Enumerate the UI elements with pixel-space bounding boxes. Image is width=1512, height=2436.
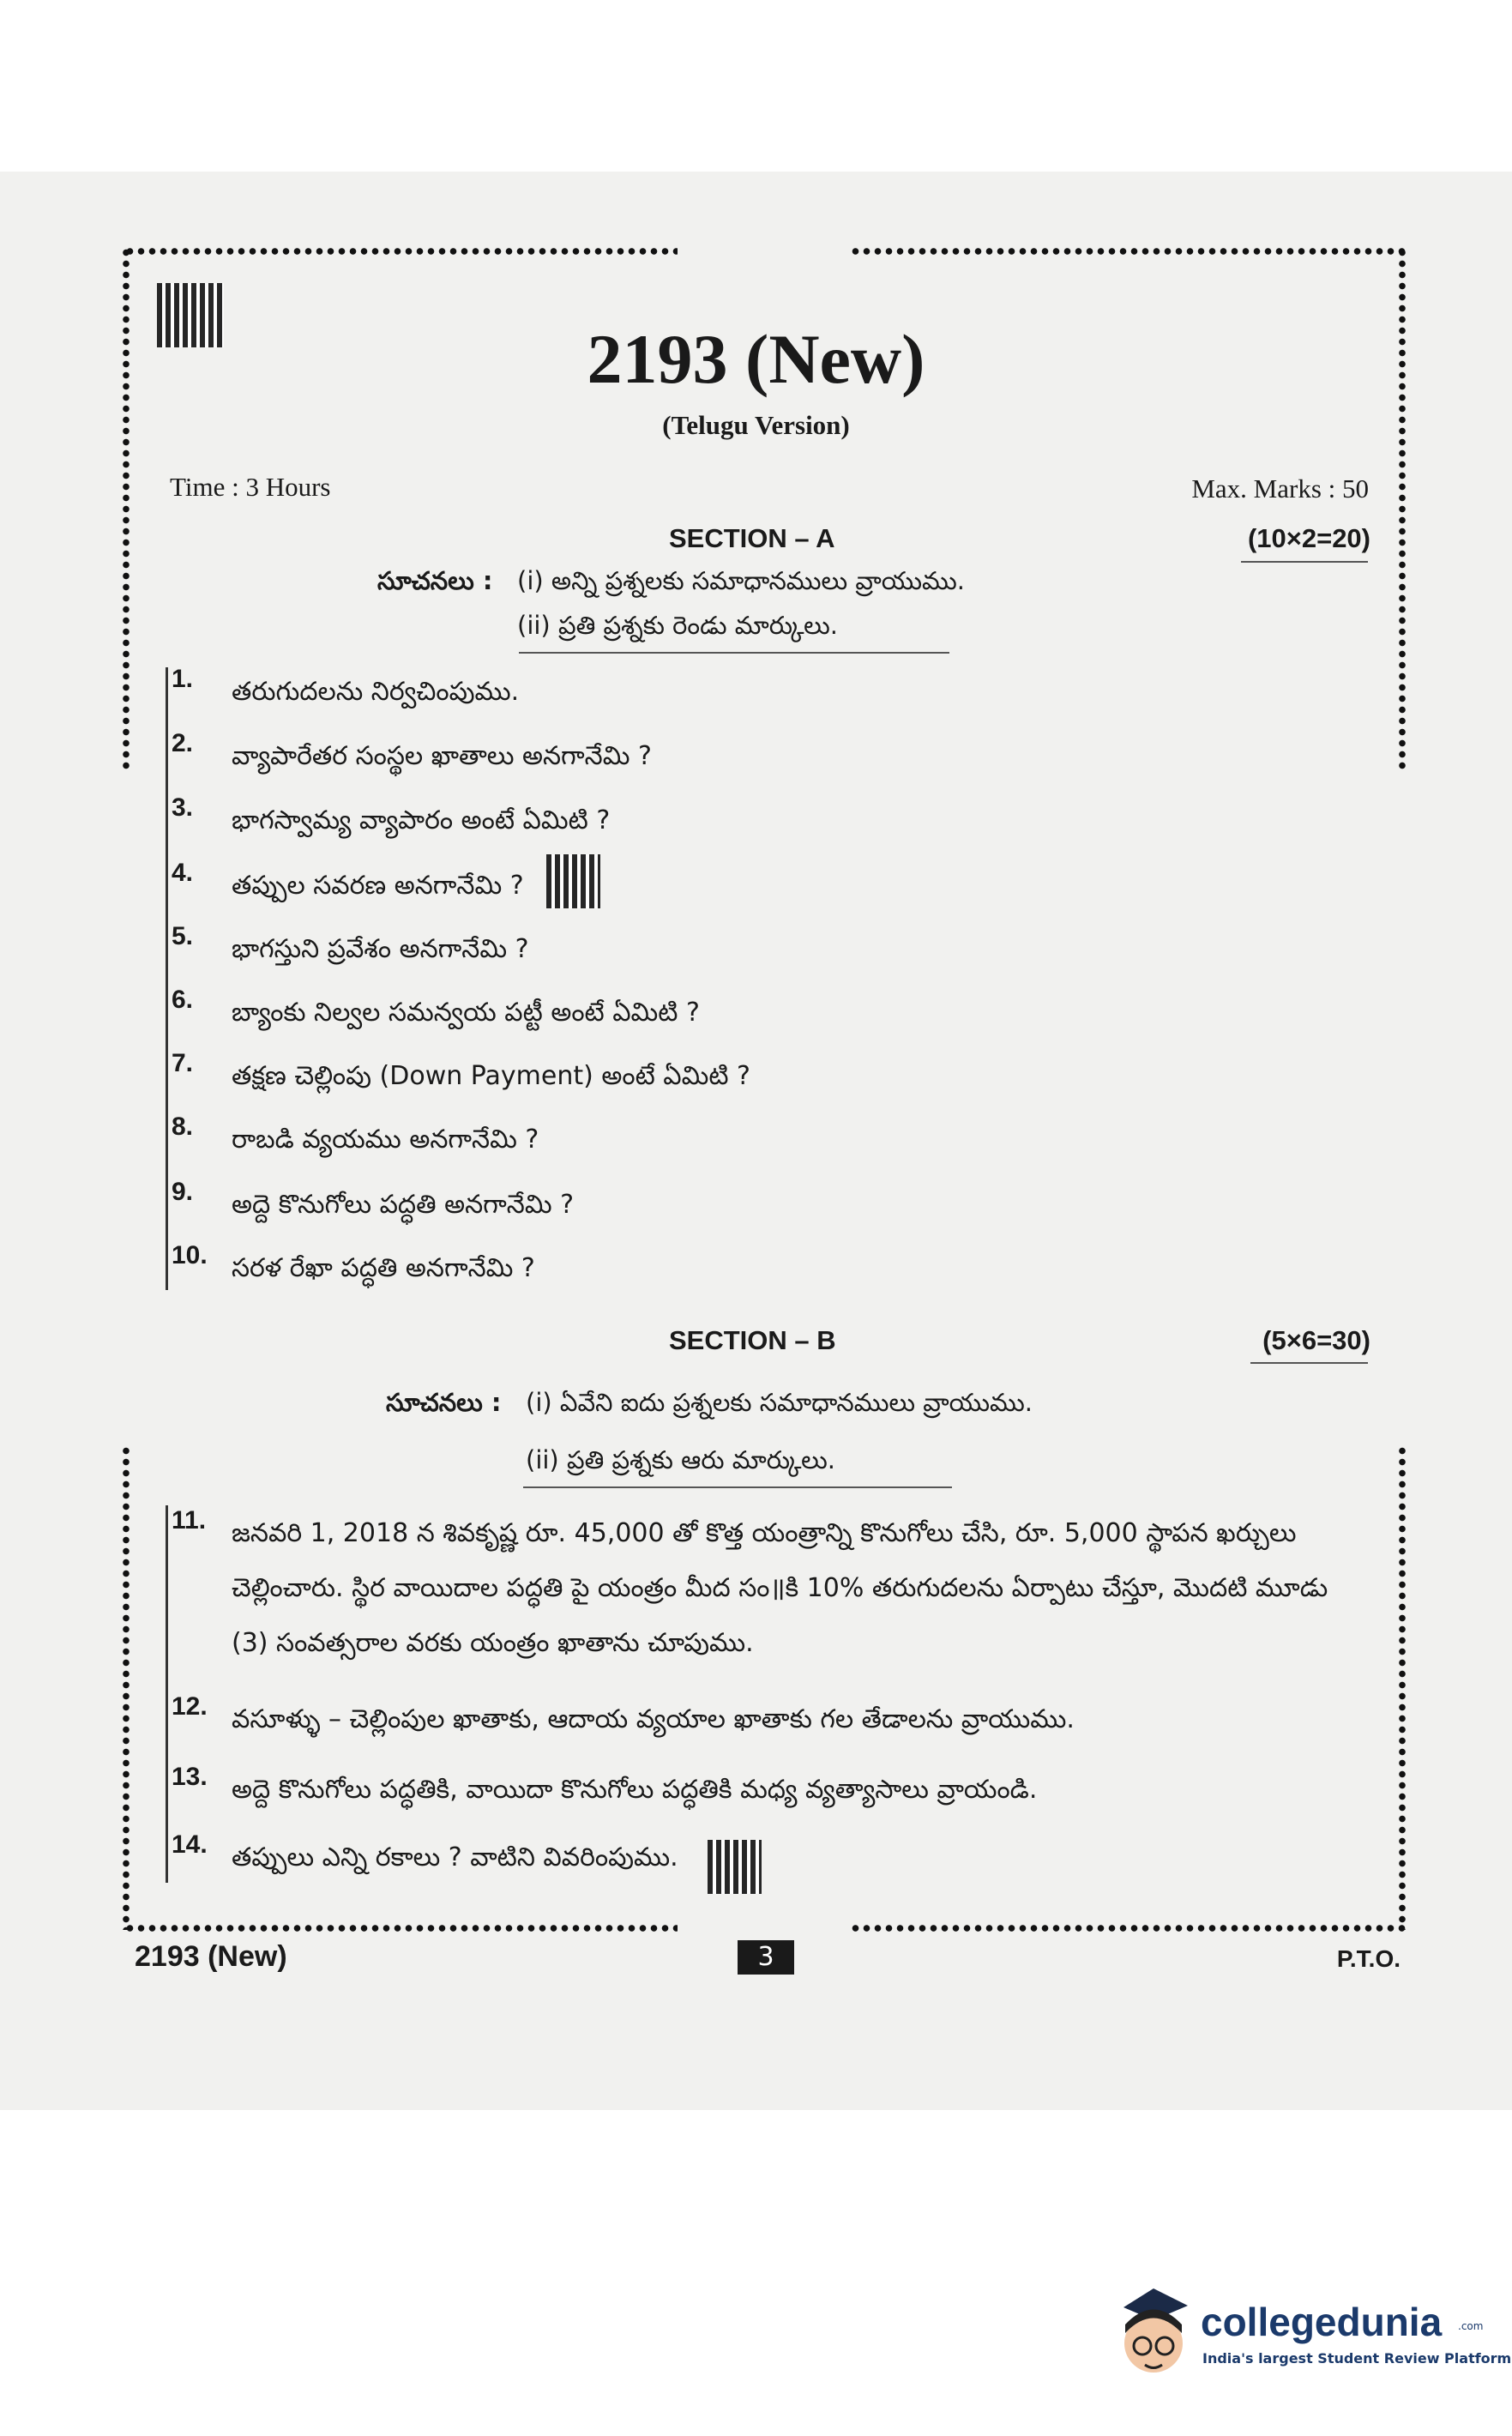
- question-text: భాగస్తుని ప్రవేశం అనగానేమి ?: [232, 934, 529, 964]
- question-text: తప్పుల సవరణ అనగానేమి ?: [232, 871, 524, 901]
- question-item: [172, 1112, 1372, 1167]
- max-marks-label: Max. Marks : 50: [1191, 473, 1369, 503]
- instructions-label: సూచనలు :: [377, 566, 493, 595]
- question-number: 3.: [172, 793, 194, 822]
- question-margin-line: [166, 667, 168, 1290]
- question-number: 5.: [172, 922, 194, 950]
- question-item: [172, 1178, 1372, 1233]
- instruction-1: (i) అన్ని ప్రశ్నలకు సమాధానములు వ్రాయుము.: [517, 566, 965, 595]
- question-item: [172, 729, 1372, 784]
- question-item: [172, 665, 1372, 720]
- pto-label: P.T.O.: [1336, 1945, 1401, 1972]
- question-text: బ్యాంకు నిల్వల సమన్వయ పట్టీ అంటే ఏమిటి ?: [232, 998, 700, 1028]
- logo-name: collegedunia: [1201, 2300, 1443, 2344]
- question-number: 9.: [172, 1178, 194, 1206]
- question-number: 7.: [172, 1049, 194, 1077]
- question-text: అద్దె కొనుగోలు పద్ధతి అనగానేమి ?: [232, 1190, 575, 1220]
- question-number: 12.: [172, 1692, 208, 1721]
- question-text: వసూళ్ళు – చెల్లింపుల ఖాతాకు, ఆదాయ వ్యయాల ఖాతాకు గల తేడాలను వ్రాయుము.: [232, 1704, 1075, 1734]
- section-b-marks: (5×6=30): [1262, 1325, 1370, 1355]
- question-text: సరళ రేఖా పద్ధతి అనగానేమి ?: [232, 1253, 535, 1283]
- section-b-title: SECTION – B: [669, 1325, 836, 1355]
- question-text: అద్దె కొనుగోలు పద్ధతికి, వాయిదా కొనుగోలు పద్ధతికి మధ్య వ్యత్యాసాలు వ్రాయండి.: [232, 1775, 1038, 1805]
- dotted-border-bottom-left: [124, 1924, 678, 1933]
- question-item: [172, 1049, 1372, 1104]
- question-item: [172, 922, 1372, 977]
- question-number: 14.: [172, 1830, 208, 1859]
- question-item: [172, 1763, 1372, 1818]
- section-a-marks: (10×2=20): [1247, 523, 1370, 553]
- section-a-title: SECTION – A: [669, 523, 835, 553]
- instructions-label-b: సూచనలు :: [386, 1388, 502, 1417]
- paper-code-title: 2193 (New): [587, 320, 925, 398]
- question-item: [172, 1692, 1372, 1747]
- time-label: Time : 3 Hours: [170, 472, 331, 502]
- qr-code-icon: [546, 854, 600, 908]
- question-text: జనవరి 1, 2018 న శివకృష్ణ రూ. 45,000 తో కొత్త యంత్రాన్ని కొనుగోలు చేసి, రూ. 5,000 స్థాపన ఖర్చులు చెల్లించారు. స్థిర వాయిదాల పద్ధతి పై యంత్రం మీద సం॥కి 10% తరుగుదలను ఏర్పాటు చేస్తూ, మొదటి మూడు (3) సంవత్సరాల వరకు యంత్రం ఖాతాను చూపుము.: [232, 1518, 1328, 1658]
- question-number: 13.: [172, 1763, 208, 1791]
- question-number: 8.: [172, 1112, 194, 1141]
- question-text: తప్పులు ఎన్ని రకాలు ? వాటిని వివరింపుము.: [232, 1842, 678, 1872]
- question-number: 2.: [172, 729, 194, 757]
- question-text: భాగస్వామ్య వ్యాపారం అంటే ఏమిటి ?: [232, 805, 611, 835]
- question-item: [172, 1241, 1372, 1296]
- dotted-border-top-left: [124, 247, 678, 256]
- question-text: రాబడి వ్యయము అనగానేమి ?: [232, 1125, 539, 1155]
- logo-suffix: .com: [1458, 2320, 1484, 2332]
- question-margin-line-b: [166, 1505, 168, 1883]
- question-item: [172, 1506, 1372, 1671]
- dotted-border-right-bottom: [1398, 1445, 1407, 1930]
- page-number: 3: [738, 1940, 794, 1975]
- logo-tagline: India's largest Student Review Platform: [1202, 2350, 1512, 2367]
- footer-code: 2193 (New): [135, 1940, 287, 1973]
- question-number: 4.: [172, 859, 194, 887]
- question-number: 6.: [172, 986, 194, 1014]
- question-number: 11.: [172, 1506, 207, 1535]
- dotted-border-left-bottom: [122, 1445, 130, 1930]
- instruction-2: (ii) ప్రతి ప్రశ్నకు రెండు మార్కులు.: [517, 611, 838, 640]
- question-item: [172, 793, 1372, 848]
- question-number: 10.: [172, 1241, 208, 1269]
- question-item: [172, 859, 1372, 914]
- qr-code-icon-2: [708, 1840, 762, 1894]
- dotted-border-top-right: [850, 247, 1407, 256]
- version-label: (Telugu Version): [662, 410, 850, 440]
- dotted-border-bottom-right: [850, 1924, 1407, 1933]
- question-number: 1.: [172, 665, 194, 693]
- question-text: వ్యాపారేతర సంస్థల ఖాతాలు అనగానేమి ?: [232, 741, 652, 771]
- question-item: [172, 986, 1372, 1040]
- question-text: తరుగుదలను నిర్వచింపుము.: [232, 677, 520, 707]
- question-item: [172, 1830, 1372, 1885]
- instruction-b-2: (ii) ప్రతి ప్రశ్నకు ఆరు మార్కులు.: [526, 1445, 835, 1474]
- question-text: తక్షణ చెల్లింపు (Down Payment) అంటే ఏమిటి ?: [232, 1061, 750, 1091]
- collegedunia-mascot-icon: [1106, 2282, 1201, 2385]
- instruction-b-1: (i) ఏవేని ఐదు ప్రశ్నలకు సమాధానములు వ్రాయుము.: [526, 1388, 1033, 1417]
